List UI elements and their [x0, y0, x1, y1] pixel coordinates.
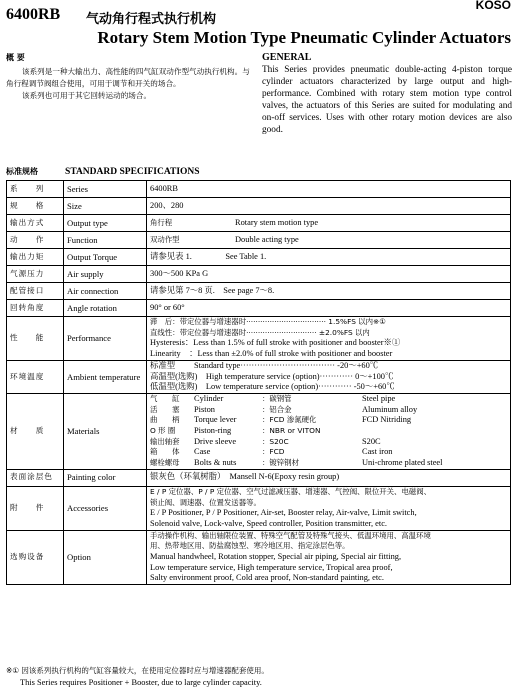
material-value-en: S20C [362, 436, 381, 446]
ambient-line-1: 标准型 Standard type·································· -20～+60℃ [150, 360, 379, 370]
row-label-cn: 附 件 [7, 486, 64, 530]
material-part-cn: 箱 体 [150, 447, 180, 457]
standard-specs-cn: 标准规格 [6, 167, 38, 176]
material-value-cn: ：FCD 渗氮硬化 [262, 415, 317, 425]
title-chinese: 气动角行程式执行机构 [86, 12, 217, 27]
spec-table [6, 180, 511, 585]
opt-line-1: 手动操作机构、输出轴限位装置、特殊空气配管及特殊气接头、低温环境用、高温环境 [150, 530, 431, 540]
material-value-en: Uni-chrome plated steel [362, 458, 443, 468]
material-part-en: Bolts & nuts [194, 458, 237, 468]
row-label-en: Size [64, 198, 147, 215]
material-value-cn: ：碳钢管 [262, 393, 292, 403]
material-part-cn: 输出轴套 [150, 436, 180, 446]
ambient-line-2: 高温型(选购) High temperature service (option)············ 0～+100℃ [150, 371, 394, 381]
row-value: 银灰色（环氧树脂） Mansell N-6(Epoxy resin group) [147, 469, 511, 486]
perf-line-4: Linearity ：Less than ±2.0% of full stroke with positioner and booster [150, 349, 393, 359]
table-row [7, 317, 511, 361]
table-row [7, 393, 511, 469]
intro-cn-paragraph-2: 该系列也可用于其它回转运动的场合。 [22, 91, 152, 100]
table-row [7, 530, 511, 585]
material-value-en: FCD Nitriding [362, 415, 412, 425]
intro-chinese [6, 52, 251, 102]
row-label-cn: 系 列 [7, 181, 64, 198]
material-item [150, 426, 507, 437]
row-value: 请参见表 1. See Table 1. [147, 249, 511, 266]
material-item [150, 415, 507, 426]
material-value-cn: ：S20C [262, 436, 289, 446]
row-label-cn: 动 作 [7, 232, 64, 249]
material-part-cn: 曲 柄 [150, 415, 180, 425]
row-label-en: Accessories [64, 486, 147, 530]
ambient-line-3: 低温型(选购) Low temperature service (option)············ -50～+60℃ [150, 382, 395, 392]
row-label-en: Air supply [64, 266, 147, 283]
table-row [7, 300, 511, 317]
material-value-cn: ：铝合金 [262, 404, 292, 414]
material-item [150, 437, 507, 448]
table-row [7, 215, 511, 232]
acc-line-1: E / P 定位器、P / P 定位器、空气过滤减压器、增速器、气控阀、限位开关、电磁阀、 [150, 486, 432, 496]
row-label-cn: 输出方式 [7, 215, 64, 232]
footnote-en: This Series requires Positioner + Booster, due to large cylinder capacity. [20, 678, 262, 687]
value-en: Double acting type [235, 234, 299, 244]
intro-section [6, 52, 511, 162]
row-value: 6400RB [147, 181, 511, 198]
acc-line-3: E / P Positioner, P / P Positioner, Air-set, Booster relay, Air-valve, Limit switch, [150, 508, 417, 518]
row-value [147, 215, 511, 232]
row-label-en: Series [64, 181, 147, 198]
row-label-en: Painting color [64, 469, 147, 486]
value-en: Rotary stem motion type [235, 217, 319, 227]
title-english: Rotary Stem Motion Type Pneumatic Cylinder Actuators [97, 28, 511, 47]
table-row [7, 232, 511, 249]
perf-line-1: 滞 后：带定位器与增速器时·································· 1.5%FS 以内※① [150, 317, 386, 326]
acc-line-4: Solenoid valve, Lock-valve, Speed controller, Position transmitter, etc. [150, 518, 388, 528]
row-value: 请参见第 7～8 页. See page 7～8. [147, 283, 511, 300]
standard-specs-en: STANDARD SPECIFICATIONS [65, 167, 200, 177]
row-value [147, 393, 511, 469]
material-part-cn: 气 缸 [150, 393, 180, 403]
row-label-en: Angle rotation [64, 300, 147, 317]
row-label-en: Performance [64, 317, 147, 361]
row-label-cn: 材 质 [7, 393, 64, 469]
material-part-en: Drive sleeve [194, 436, 237, 446]
material-part-en: Piston [194, 404, 215, 414]
row-label-cn: 回转角度 [7, 300, 64, 317]
row-label-en: Materials [64, 393, 147, 469]
row-value [147, 486, 511, 530]
row-value: 90° or 60° [147, 300, 511, 317]
table-row [7, 283, 511, 300]
footnote [6, 665, 511, 689]
row-label-en: Function [64, 232, 147, 249]
brand-logo: KOSO [475, 0, 511, 12]
material-part-en: Case [194, 447, 211, 457]
table-row [7, 266, 511, 283]
opt-line-3: Manual handwheel, Rotation stopper, Special air piping, Special air fitting, [150, 552, 402, 562]
table-row [7, 360, 511, 393]
row-value [147, 530, 511, 585]
row-value: 300～500 KPa G [147, 266, 511, 283]
material-value-cn: ：NBR or VITON [262, 426, 321, 436]
intro-en-heading: GENERAL [262, 52, 312, 63]
material-part-en: Torque lever [194, 415, 237, 425]
table-row [7, 198, 511, 215]
material-value-en: Steel pipe [362, 393, 396, 403]
material-value-en: Cast iron [362, 447, 393, 457]
material-part-cn: 活 塞 [150, 404, 180, 414]
opt-line-4: Low temperature service, High temperature service, Tropical area proof, [150, 562, 393, 572]
material-value-cn: ：镀锌钢材 [262, 458, 299, 468]
material-value-cn: ：FCD [262, 447, 285, 457]
material-part-cn: O 形 圈 [150, 426, 176, 436]
row-label-en: Ambient temperature [64, 360, 147, 393]
material-value-en: Aluminum alloy [362, 404, 418, 414]
title-row [6, 0, 511, 27]
material-item [150, 447, 507, 458]
acc-line-2: 锁止阀、调速器、位置发送器等。 [150, 497, 261, 507]
row-label-cn: 表面涂层色 [7, 469, 64, 486]
intro-english [262, 52, 512, 136]
row-label-en: Output type [64, 215, 147, 232]
perf-line-3: Hysteresis：Less than 1.5% of full stroke with positioner and booster※① [150, 338, 401, 348]
row-value: 200、280 [147, 198, 511, 215]
value-cn: 双动作型 [150, 234, 180, 244]
value-cn: 角行程 [150, 217, 173, 227]
opt-line-2: 用、热带地区用、防盐腐蚀型、寒冷地区用、指定涂层色等。 [150, 541, 350, 551]
opt-line-5: Salty environment proof, Cold area proof, Non-standard painting, etc. [150, 573, 384, 583]
row-label-cn: 气源压力 [7, 266, 64, 283]
row-label-cn: 配管接口 [7, 283, 64, 300]
row-label-cn: 选购设备 [7, 530, 64, 585]
model-number: 6400RB [6, 6, 61, 23]
table-row [7, 181, 511, 198]
row-label-en: Output Torque [64, 249, 147, 266]
table-row [7, 486, 511, 530]
material-item [150, 394, 507, 405]
row-label-cn: 性 能 [7, 317, 64, 361]
row-value [147, 360, 511, 393]
intro-cn-paragraph-1: 该系列是一种大输出力、高性能的四气缸双动作型气动执行机构。与角行程调节阀组合使用，可用于调节和开关的场合。 [6, 67, 250, 88]
row-label-cn: 输出力矩 [7, 249, 64, 266]
table-row [7, 469, 511, 486]
material-item [150, 405, 507, 416]
material-part-en: Piston-ring [194, 426, 232, 436]
row-label-cn: 环境温度 [7, 360, 64, 393]
row-label-en: Option [64, 530, 147, 585]
row-label-en: Air connection [64, 283, 147, 300]
material-item [150, 458, 507, 469]
row-value [147, 317, 511, 361]
material-part-en: Cylinder [194, 393, 224, 403]
intro-en-paragraph: This Series provides pneumatic double-acting 4-piston torque cylinder actuators characterized by large output and high-performance. Combined with rotary stem motion type control valves, the actuators of this Series are suited for modulating and on-off services. Uses with other rotary motion devices are also good. [262, 65, 512, 135]
table-row [7, 249, 511, 266]
material-part-cn: 螺栓螺母 [150, 458, 180, 468]
footnote-cn: ※① 因该系列执行机构的气缸容量较大，在使用定位器时应与增速器配套使用。 [6, 666, 269, 675]
row-label-cn: 规 格 [7, 198, 64, 215]
standard-specs-heading [6, 166, 200, 177]
intro-cn-heading: 概 要 [6, 53, 25, 62]
perf-line-2: 直线性：带定位器与增速器时······························ ±2.0%FS 以内 [150, 327, 370, 337]
row-value [147, 232, 511, 249]
